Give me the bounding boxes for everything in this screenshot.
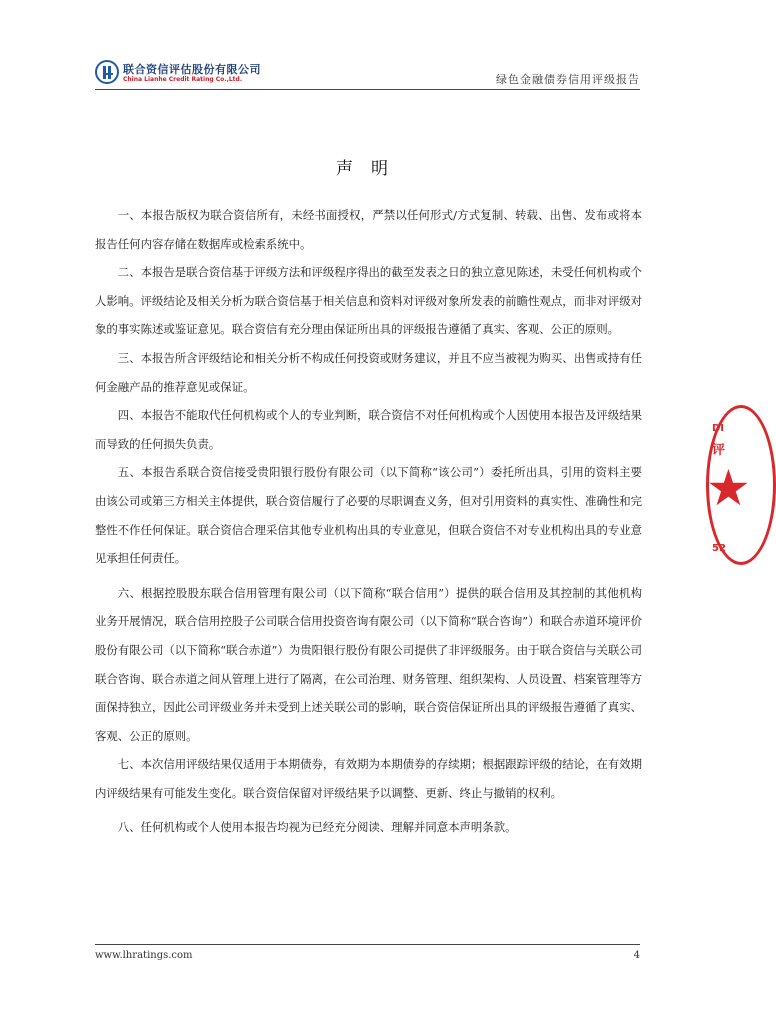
statement-paragraph-6: 六、根据控股股东联合信用管理有限公司（以下简称“联合信用”）提供的联合信用及其控制的其他机构业务开展情况，联合信用控股子公司联合信用投资咨询有限公司（以下简称“联合咨询”）和联合赤道环境评价股份有限公司（以下简称“联合赤道”）为贵阳银行股份有限公司提供了非评级服务。由于联合资信与关联公司联合咨询、联合赤道之间从管理上进行了隔离，在公司治理、财务管理、组织架构、人员设置、档案管理等方面保持独立，因此公司评级业务并未受到上述关联公司的影响，联合资信保证所出具的评级报告遵循了真实、客观、公正的原则。 — [95, 585, 643, 743]
seal-text-mid: 评 — [712, 443, 726, 458]
page-title: 声明 — [336, 159, 406, 179]
statement-paragraph-8: 八、任何机构或个人使用本报告均视为已经充分阅读、理解并同意本声明条款。 — [117, 820, 517, 835]
footer-divider — [95, 944, 640, 945]
statement-paragraph-7: 七、本次信用评级结果仅适用于本期债券，有效期为本期债券的存续期；根据跟踪评级的结论，在有效期内评级结果有可能发生变化。联合资信保留对评级结果予以调整、更新、终止与撤销的权利。 — [95, 757, 642, 800]
statement-paragraph-4: 四、本报告不能取代任何机构或个人的专业判断，联合资信不对任何机构或个人因使用本报告及评级结果而导致的任何损失负责。 — [95, 408, 642, 451]
header-divider — [95, 89, 640, 90]
company-name-cn: 联合资信评估股份有限公司 — [123, 63, 261, 76]
seal-text-top: DI — [712, 423, 725, 434]
page-number: 4 — [633, 950, 640, 961]
page-header — [95, 60, 640, 90]
company-name-en: China Lianhe Credit Rating Co.,Ltd. — [123, 76, 243, 83]
statement-body — [95, 201, 642, 842]
seal-star-icon: ★ — [706, 459, 751, 517]
statement-paragraph-2: 二、本报告是联合资信基于评级方法和评级程序得出的截至发表之日的独立意见陈述，未受任何机构或个人影响。评级结论及相关分析为联合资信基于相关信息和资料对评级对象所发表的前瞻性观点，而非对评级对象的事实陈述或鉴证意见。联合资信有充分理由保证所出具的评级报告遵循了真实、客观、公正的原则。 — [95, 265, 642, 337]
statement-paragraph-3: 三、本报告所含评级结论和相关分析不构成任何投资或财务建议，并且不应当被视为购买、出售或持有任何金融产品的推荐意见或保证。 — [95, 350, 642, 394]
footer-website-link[interactable]: www.lhratings.com — [95, 950, 193, 961]
statement-paragraph-5: 五、本报告系联合资信接受贵阳银行股份有限公司（以下简称“该公司”）委托所出具，引用的资料主要由该公司或第三方相关主体提供，联合资信履行了必要的尽职调查义务，但对引用资料的真实性、准确性和完整性不作任何保证。联合资信合理采信其他专业机构出具的专业意见，但联合资信不对专业机构出具的专业意见承担任何责任。 — [95, 465, 642, 566]
company-logo-icon — [95, 60, 119, 84]
report-name: 绿色金融债券信用评级报告 — [496, 73, 640, 86]
company-seal-stamp — [706, 405, 751, 580]
seal-text-bottom: 52 — [712, 543, 726, 554]
statement-paragraph-1: 一、本报告版权为联合资信所有，未经书面授权，严禁以任何形式/方式复制、转载、出售、发布或将本报告任何内容存储在数据库或检索系统中。 — [95, 208, 642, 251]
